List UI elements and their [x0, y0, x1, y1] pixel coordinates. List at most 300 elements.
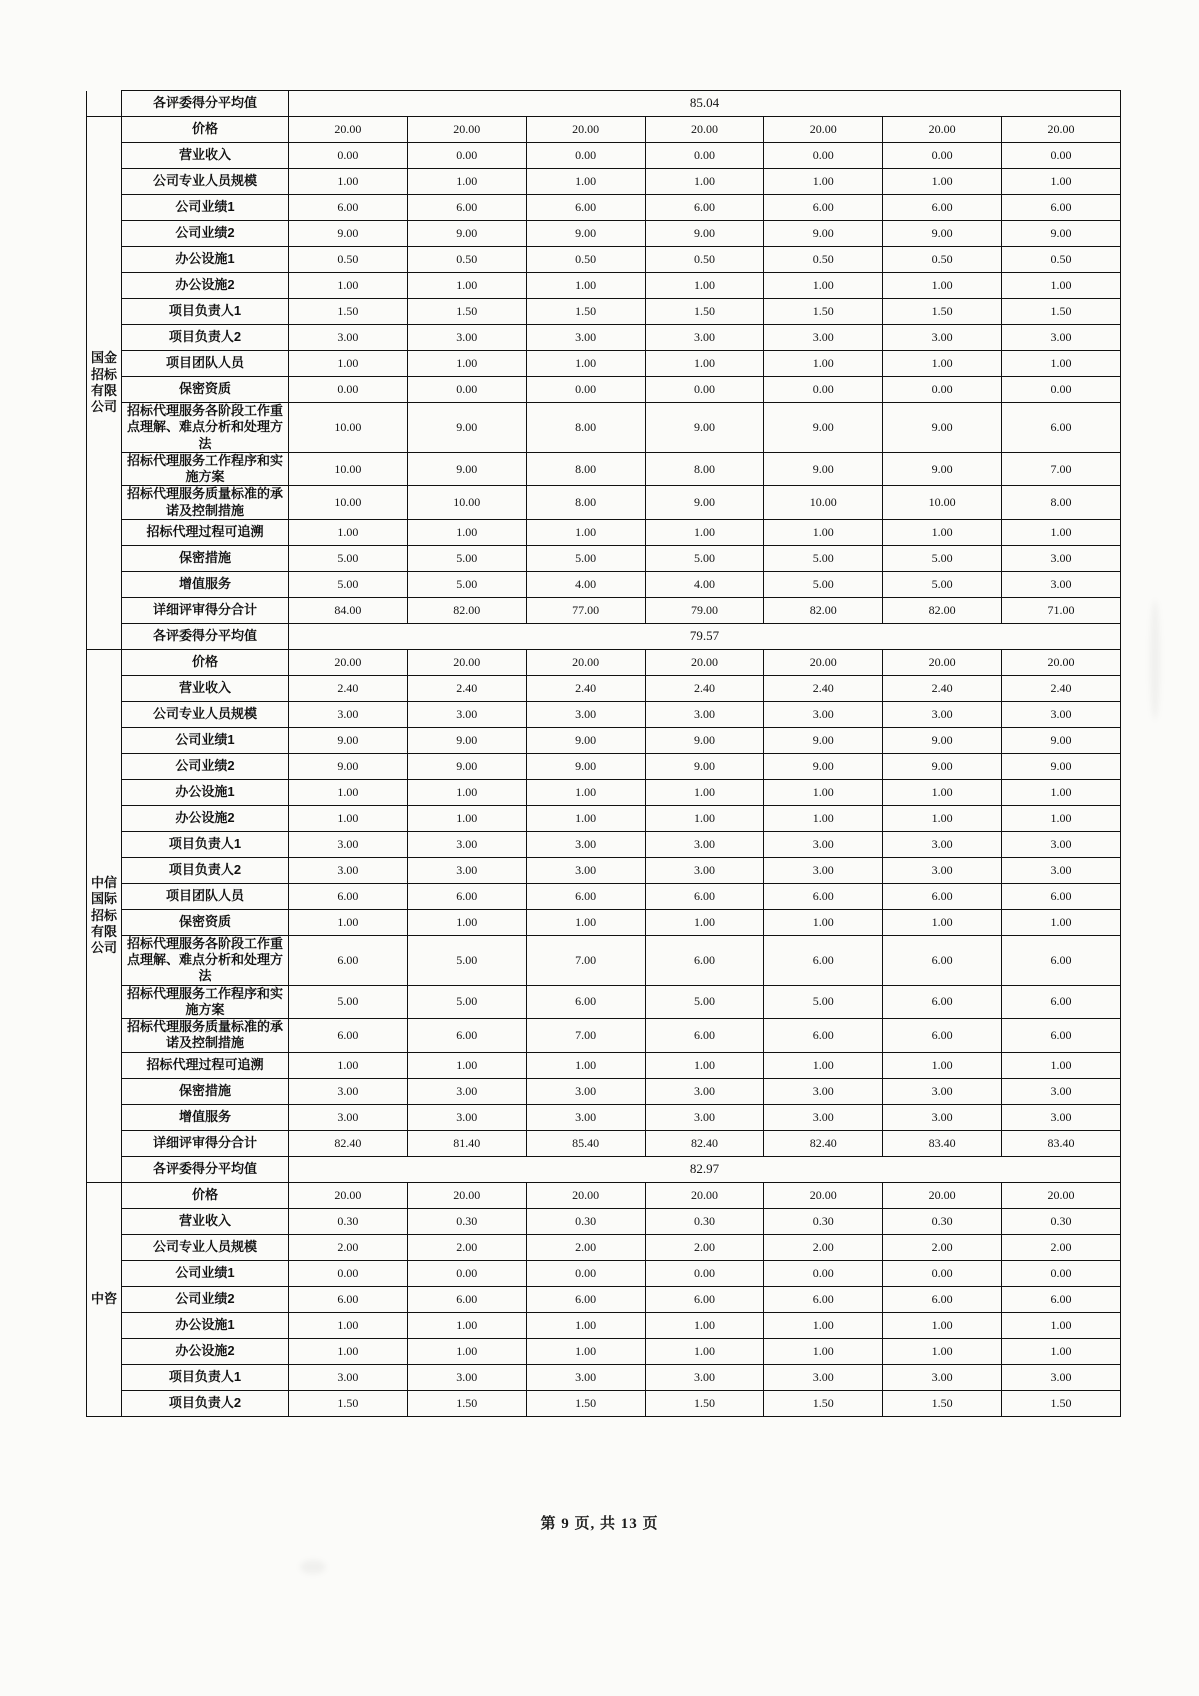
- score-cell: 1.00: [883, 805, 1002, 831]
- score-cell: 6.00: [289, 1019, 408, 1053]
- criteria-label: 公司专业人员规模: [122, 701, 289, 727]
- score-cell: 82.40: [764, 1130, 883, 1156]
- table-row: [87, 935, 1121, 985]
- score-cell: 2.00: [645, 1234, 764, 1260]
- score-cell: 2.00: [764, 1234, 883, 1260]
- score-cell: 6.00: [764, 883, 883, 909]
- criteria-label: 各评委得分平均值: [122, 1156, 289, 1182]
- score-cell: 5.00: [407, 935, 526, 985]
- score-cell: 0.50: [526, 247, 645, 273]
- table-row: [87, 1130, 1121, 1156]
- table-row: [87, 1338, 1121, 1364]
- score-cell: 1.00: [289, 1312, 408, 1338]
- score-cell: 6.00: [645, 883, 764, 909]
- criteria-label: 招标代理服务质量标准的承诺及控制措施: [122, 1019, 289, 1053]
- score-cell: 5.00: [407, 985, 526, 1019]
- score-cell: 2.40: [764, 675, 883, 701]
- score-cell: 1.00: [289, 519, 408, 545]
- score-cell: 1.00: [883, 1052, 1002, 1078]
- score-cell: 3.00: [289, 831, 408, 857]
- score-cell: 0.00: [407, 1260, 526, 1286]
- score-cell: 1.50: [883, 1390, 1002, 1416]
- score-cell: 1.00: [645, 1312, 764, 1338]
- score-cell: 0.50: [645, 247, 764, 273]
- criteria-label: 营业收入: [122, 143, 289, 169]
- criteria-label: 项目团队人员: [122, 351, 289, 377]
- criteria-label: 项目负责人1: [122, 1364, 289, 1390]
- score-cell: 3.00: [645, 701, 764, 727]
- criteria-label: 招标代理服务各阶段工作重点理解、难点分析和处理方法: [122, 403, 289, 453]
- score-cell: 9.00: [1002, 221, 1121, 247]
- score-cell: 3.00: [526, 1078, 645, 1104]
- score-cell: 0.50: [289, 247, 408, 273]
- score-cell: 0.50: [764, 247, 883, 273]
- table-row: [87, 831, 1121, 857]
- score-cell: 0.00: [645, 143, 764, 169]
- score-cell: 5.00: [883, 571, 1002, 597]
- score-cell: 1.00: [407, 1312, 526, 1338]
- score-cell: 1.50: [526, 299, 645, 325]
- score-cell: 20.00: [883, 649, 1002, 675]
- score-cell: 20.00: [764, 649, 883, 675]
- score-cell: 0.00: [407, 143, 526, 169]
- score-cell: 1.00: [526, 1052, 645, 1078]
- score-cell: 0.00: [526, 143, 645, 169]
- score-cell: 3.00: [883, 831, 1002, 857]
- score-cell: 9.00: [764, 403, 883, 453]
- table-row: [87, 779, 1121, 805]
- score-cell: 1.00: [289, 1052, 408, 1078]
- score-cell: 1.00: [883, 909, 1002, 935]
- score-cell: 0.00: [645, 377, 764, 403]
- criteria-label: 增值服务: [122, 571, 289, 597]
- score-cell: 1.00: [526, 1312, 645, 1338]
- criteria-label: 价格: [122, 117, 289, 143]
- score-cell: 1.00: [289, 1338, 408, 1364]
- score-cell: 9.00: [645, 403, 764, 453]
- score-cell: 9.00: [526, 221, 645, 247]
- score-cell: 0.00: [883, 377, 1002, 403]
- score-cell: 9.00: [764, 727, 883, 753]
- score-cell: 7.00: [526, 1019, 645, 1053]
- score-cell: 6.00: [407, 1019, 526, 1053]
- score-cell: 0.00: [526, 377, 645, 403]
- score-cell: 1.00: [526, 273, 645, 299]
- table-row: [87, 909, 1121, 935]
- score-cell: 20.00: [883, 117, 1002, 143]
- criteria-label: 公司专业人员规模: [122, 169, 289, 195]
- score-cell: 1.00: [289, 805, 408, 831]
- score-cell: 20.00: [289, 649, 408, 675]
- score-cell: 1.00: [289, 779, 408, 805]
- score-cell: 1.50: [407, 299, 526, 325]
- score-cell: 1.00: [645, 779, 764, 805]
- score-cell: 9.00: [407, 221, 526, 247]
- score-cell: 1.00: [407, 519, 526, 545]
- score-cell: 20.00: [1002, 649, 1121, 675]
- score-cell: 3.00: [883, 1364, 1002, 1390]
- score-cell: 6.00: [407, 1286, 526, 1312]
- criteria-label: 项目负责人2: [122, 857, 289, 883]
- criteria-label: 招标代理服务质量标准的承诺及控制措施: [122, 486, 289, 520]
- criteria-label: 招标代理过程可追溯: [122, 1052, 289, 1078]
- score-cell: 9.00: [645, 753, 764, 779]
- score-cell: 0.00: [1002, 143, 1121, 169]
- table-row: [87, 403, 1121, 453]
- score-cell: 3.00: [764, 1078, 883, 1104]
- score-cell: 1.00: [883, 273, 1002, 299]
- score-cell: 1.00: [764, 909, 883, 935]
- criteria-label: 公司业绩1: [122, 195, 289, 221]
- score-cell: 9.00: [289, 727, 408, 753]
- score-cell: 8.00: [1002, 486, 1121, 520]
- score-cell: 9.00: [645, 727, 764, 753]
- score-cell: 3.00: [764, 831, 883, 857]
- score-cell: 2.40: [526, 675, 645, 701]
- score-cell: 0.00: [764, 143, 883, 169]
- score-cell: 1.00: [764, 1338, 883, 1364]
- score-cell: 20.00: [883, 1182, 1002, 1208]
- table-row: [87, 753, 1121, 779]
- table-row: [87, 1052, 1121, 1078]
- table-row: [87, 857, 1121, 883]
- score-cell: 3.00: [883, 325, 1002, 351]
- score-cell: 20.00: [764, 117, 883, 143]
- score-cell: 3.00: [289, 857, 408, 883]
- table-row: [87, 1208, 1121, 1234]
- score-cell: 6.00: [526, 883, 645, 909]
- score-cell: 1.50: [289, 299, 408, 325]
- criteria-label: 办公设施2: [122, 1338, 289, 1364]
- score-cell: 6.00: [289, 1286, 408, 1312]
- score-cell: 1.00: [883, 1312, 1002, 1338]
- score-cell: 3.00: [645, 1078, 764, 1104]
- score-cell: 7.00: [526, 935, 645, 985]
- score-cell: 3.00: [407, 831, 526, 857]
- score-cell: 1.00: [407, 805, 526, 831]
- average-score-value: 79.57: [289, 623, 1121, 649]
- criteria-label: 办公设施1: [122, 1312, 289, 1338]
- company-name-cell: 中信国际招标有限公司: [87, 649, 122, 1182]
- criteria-label: 招标代理服务工作程序和实施方案: [122, 985, 289, 1019]
- score-cell: 5.00: [407, 571, 526, 597]
- score-cell: 9.00: [526, 727, 645, 753]
- score-cell: 1.00: [645, 169, 764, 195]
- criteria-label: 办公设施2: [122, 273, 289, 299]
- score-cell: 82.00: [407, 597, 526, 623]
- score-cell: 8.00: [526, 403, 645, 453]
- score-cell: 9.00: [289, 221, 408, 247]
- score-cell: 9.00: [883, 753, 1002, 779]
- score-cell: 1.00: [407, 273, 526, 299]
- criteria-label: 公司业绩2: [122, 753, 289, 779]
- score-cell: 5.00: [407, 545, 526, 571]
- score-cell: 20.00: [1002, 1182, 1121, 1208]
- score-cell: 9.00: [764, 452, 883, 486]
- table-row: [87, 1234, 1121, 1260]
- score-cell: 6.00: [645, 1286, 764, 1312]
- score-cell: 1.00: [1002, 1338, 1121, 1364]
- table-row: [87, 675, 1121, 701]
- score-cell: 1.00: [407, 169, 526, 195]
- score-cell: 2.00: [289, 1234, 408, 1260]
- score-cell: 9.00: [1002, 753, 1121, 779]
- table-row: [87, 519, 1121, 545]
- score-cell: 1.00: [1002, 805, 1121, 831]
- score-cell: 3.00: [1002, 1104, 1121, 1130]
- score-cell: 10.00: [883, 486, 1002, 520]
- score-cell: 6.00: [1002, 883, 1121, 909]
- score-cell: 6.00: [883, 883, 1002, 909]
- score-cell: 3.00: [1002, 701, 1121, 727]
- score-cell: 9.00: [407, 753, 526, 779]
- criteria-label: 公司专业人员规模: [122, 1234, 289, 1260]
- criteria-label: 办公设施1: [122, 779, 289, 805]
- score-cell: 6.00: [764, 195, 883, 221]
- score-cell: 3.00: [289, 1364, 408, 1390]
- score-cell: 1.00: [1002, 519, 1121, 545]
- score-cell: 2.40: [289, 675, 408, 701]
- score-cell: 1.50: [883, 299, 1002, 325]
- score-cell: 6.00: [1002, 403, 1121, 453]
- table-row: [87, 452, 1121, 486]
- score-cell: 1.00: [289, 273, 408, 299]
- table-row: [87, 649, 1121, 675]
- score-cell: 1.00: [526, 909, 645, 935]
- score-cell: 10.00: [289, 403, 408, 453]
- table-row: [87, 169, 1121, 195]
- score-cell: 6.00: [645, 195, 764, 221]
- score-cell: 1.00: [407, 779, 526, 805]
- score-cell: 2.40: [407, 675, 526, 701]
- score-cell: 0.00: [645, 1260, 764, 1286]
- score-cell: 77.00: [526, 597, 645, 623]
- score-cell: 0.30: [289, 1208, 408, 1234]
- table-row: [87, 883, 1121, 909]
- score-cell: 1.00: [645, 1338, 764, 1364]
- score-cell: 2.00: [526, 1234, 645, 1260]
- score-cell: 9.00: [764, 753, 883, 779]
- score-cell: 1.50: [289, 1390, 408, 1416]
- score-cell: 3.00: [645, 857, 764, 883]
- score-cell: 1.00: [407, 1338, 526, 1364]
- score-cell: 1.00: [645, 351, 764, 377]
- table-row: [87, 91, 1121, 117]
- score-cell: 10.00: [289, 452, 408, 486]
- score-cell: 1.00: [526, 779, 645, 805]
- score-cell: 9.00: [883, 452, 1002, 486]
- score-cell: 0.00: [1002, 1260, 1121, 1286]
- score-cell: 2.00: [883, 1234, 1002, 1260]
- criteria-label: 各评委得分平均值: [122, 623, 289, 649]
- score-cell: 1.00: [645, 805, 764, 831]
- score-cell: 1.00: [289, 169, 408, 195]
- score-cell: 1.00: [1002, 779, 1121, 805]
- score-cell: 1.00: [1002, 1312, 1121, 1338]
- criteria-label: 保密资质: [122, 909, 289, 935]
- score-cell: 4.00: [526, 571, 645, 597]
- criteria-label: 办公设施2: [122, 805, 289, 831]
- score-cell: 79.00: [645, 597, 764, 623]
- score-cell: 0.50: [1002, 247, 1121, 273]
- criteria-label: 详细评审得分合计: [122, 1130, 289, 1156]
- score-cell: 1.00: [764, 519, 883, 545]
- score-cell: 1.50: [1002, 299, 1121, 325]
- score-cell: 0.00: [289, 1260, 408, 1286]
- score-cell: 1.00: [764, 779, 883, 805]
- score-cell: 0.30: [883, 1208, 1002, 1234]
- score-cell: 0.00: [407, 377, 526, 403]
- score-cell: 82.40: [289, 1130, 408, 1156]
- criteria-label: 项目负责人2: [122, 1390, 289, 1416]
- score-cell: 20.00: [526, 1182, 645, 1208]
- criteria-label: 项目负责人1: [122, 299, 289, 325]
- table-row: [87, 1078, 1121, 1104]
- score-cell: 1.00: [407, 1052, 526, 1078]
- score-cell: 20.00: [289, 117, 408, 143]
- average-score-value: 85.04: [289, 91, 1121, 117]
- score-cell: 1.00: [883, 1338, 1002, 1364]
- score-cell: 1.00: [645, 273, 764, 299]
- criteria-label: 项目负责人1: [122, 831, 289, 857]
- table-row: [87, 1286, 1121, 1312]
- score-cell: 1.00: [526, 519, 645, 545]
- criteria-label: 保密措施: [122, 545, 289, 571]
- score-cell: 9.00: [407, 727, 526, 753]
- score-cell: 6.00: [1002, 195, 1121, 221]
- score-cell: 3.00: [1002, 831, 1121, 857]
- score-cell: 0.50: [407, 247, 526, 273]
- score-cell: 9.00: [883, 727, 1002, 753]
- score-cell: 20.00: [645, 1182, 764, 1208]
- criteria-label: 公司业绩2: [122, 1286, 289, 1312]
- score-cell: 5.00: [289, 985, 408, 1019]
- criteria-label: 招标代理过程可追溯: [122, 519, 289, 545]
- table-row: [87, 597, 1121, 623]
- score-cell: 1.00: [526, 169, 645, 195]
- table-row: [87, 1182, 1121, 1208]
- score-cell: 3.00: [407, 857, 526, 883]
- score-cell: 0.30: [1002, 1208, 1121, 1234]
- score-cell: 5.00: [764, 985, 883, 1019]
- score-cell: 1.00: [645, 1052, 764, 1078]
- score-cell: 9.00: [289, 753, 408, 779]
- score-cell: 3.00: [645, 325, 764, 351]
- score-cell: 10.00: [407, 486, 526, 520]
- score-cell: 3.00: [764, 1104, 883, 1130]
- table-row: [87, 1156, 1121, 1182]
- score-cell: 2.00: [407, 1234, 526, 1260]
- score-cell: 1.50: [645, 299, 764, 325]
- score-cell: 1.00: [764, 169, 883, 195]
- score-cell: 20.00: [645, 117, 764, 143]
- score-cell: 3.00: [1002, 571, 1121, 597]
- score-cell: 3.00: [883, 1078, 1002, 1104]
- criteria-label: 营业收入: [122, 1208, 289, 1234]
- score-cell: 3.00: [526, 1364, 645, 1390]
- score-cell: 3.00: [883, 1104, 1002, 1130]
- criteria-label: 各评委得分平均值: [122, 91, 289, 117]
- criteria-label: 详细评审得分合计: [122, 597, 289, 623]
- score-cell: 3.00: [407, 1078, 526, 1104]
- table-body: [87, 91, 1121, 1417]
- table-row: [87, 195, 1121, 221]
- table-row: [87, 545, 1121, 571]
- score-cell: 6.00: [764, 1019, 883, 1053]
- score-cell: 6.00: [883, 985, 1002, 1019]
- score-cell: 6.00: [526, 1286, 645, 1312]
- table-row: [87, 299, 1121, 325]
- score-cell: 20.00: [289, 1182, 408, 1208]
- score-cell: 6.00: [526, 195, 645, 221]
- score-cell: 84.00: [289, 597, 408, 623]
- company-name-cell: [87, 91, 122, 117]
- score-cell: 9.00: [407, 403, 526, 453]
- criteria-label: 公司业绩2: [122, 221, 289, 247]
- score-cell: 0.00: [883, 1260, 1002, 1286]
- score-cell: 1.00: [883, 779, 1002, 805]
- score-cell: 3.00: [645, 1104, 764, 1130]
- score-cell: 20.00: [1002, 117, 1121, 143]
- score-cell: 9.00: [645, 486, 764, 520]
- score-cell: 10.00: [289, 486, 408, 520]
- score-cell: 20.00: [407, 117, 526, 143]
- score-cell: 3.00: [883, 857, 1002, 883]
- score-cell: 3.00: [526, 831, 645, 857]
- score-cell: 8.00: [526, 486, 645, 520]
- table-row: [87, 571, 1121, 597]
- score-cell: 3.00: [764, 325, 883, 351]
- score-cell: 0.00: [1002, 377, 1121, 403]
- score-cell: 5.00: [883, 545, 1002, 571]
- score-cell: 82.00: [764, 597, 883, 623]
- company-name-cell: 国金招标有限公司: [87, 117, 122, 650]
- score-cell: 9.00: [883, 221, 1002, 247]
- score-cell: 6.00: [883, 195, 1002, 221]
- score-cell: 3.00: [289, 325, 408, 351]
- score-cell: 1.00: [1002, 1052, 1121, 1078]
- score-cell: 5.00: [764, 571, 883, 597]
- score-cell: 81.40: [407, 1130, 526, 1156]
- score-cell: 9.00: [645, 221, 764, 247]
- score-cell: 5.00: [645, 545, 764, 571]
- score-cell: 1.00: [1002, 169, 1121, 195]
- table-row: [87, 805, 1121, 831]
- criteria-label: 办公设施1: [122, 247, 289, 273]
- score-cell: 1.00: [407, 351, 526, 377]
- score-cell: 3.00: [883, 701, 1002, 727]
- score-cell: 3.00: [289, 701, 408, 727]
- score-cell: 6.00: [883, 1286, 1002, 1312]
- table-row: [87, 486, 1121, 520]
- table-row: [87, 701, 1121, 727]
- average-score-value: 82.97: [289, 1156, 1121, 1182]
- score-cell: 0.50: [883, 247, 1002, 273]
- score-cell: 1.00: [526, 805, 645, 831]
- score-cell: 8.00: [526, 452, 645, 486]
- table-row: [87, 325, 1121, 351]
- score-cell: 6.00: [645, 1019, 764, 1053]
- table-row: [87, 351, 1121, 377]
- score-cell: 6.00: [1002, 1019, 1121, 1053]
- score-cell: 1.50: [764, 1390, 883, 1416]
- score-cell: 7.00: [1002, 452, 1121, 486]
- criteria-label: 招标代理服务工作程序和实施方案: [122, 452, 289, 486]
- table-row: [87, 1364, 1121, 1390]
- score-cell: 20.00: [526, 649, 645, 675]
- score-cell: 3.00: [1002, 545, 1121, 571]
- score-cell: 3.00: [407, 1104, 526, 1130]
